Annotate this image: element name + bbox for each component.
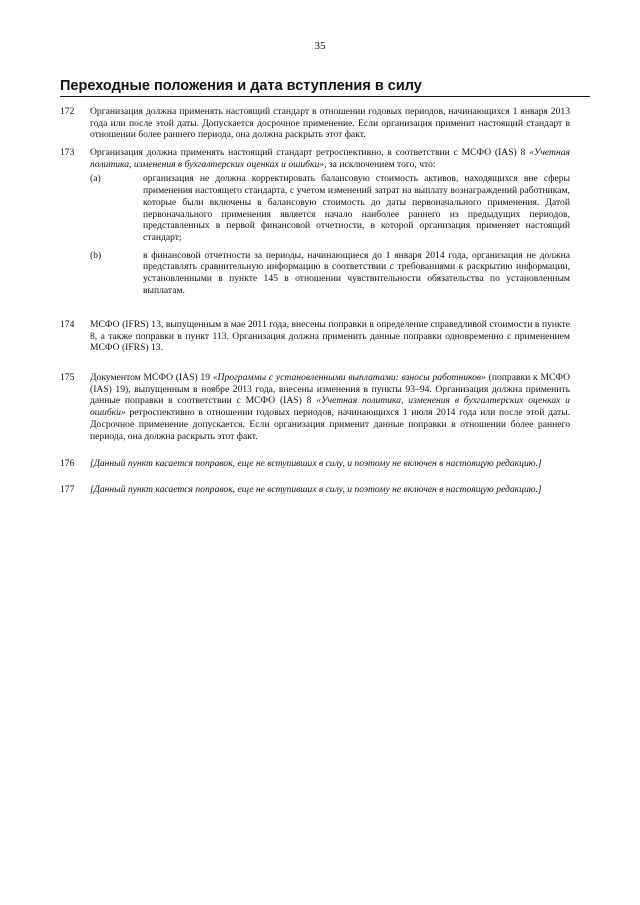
- paragraph-text-part: Документом МСФО (IAS) 19: [90, 372, 213, 383]
- paragraph-176: [60, 458, 570, 470]
- document-title-italic: «Учетная политика, изменения в бухгалтерских оценках и ошибки»: [90, 395, 570, 419]
- paragraph-number: 176: [60, 458, 75, 469]
- paragraph-number: 174: [60, 319, 75, 330]
- paragraph-text: [90, 372, 570, 442]
- paragraph-number: 177: [60, 484, 75, 495]
- subitem-a: [90, 173, 570, 243]
- paragraph-text: Организация должна применять настоящий стандарт в отношении годовых периодов, начинающихся 1 января 2013 года или после этой даты. Допускается досрочное применение. Если организация применит настоящий стандарт в отношении более раннего периода, она должна раскрыть этот факт.: [90, 106, 570, 141]
- paragraph-number: 172: [60, 106, 75, 117]
- paragraph-172: [60, 106, 570, 141]
- paragraph-number: 173: [60, 147, 75, 158]
- paragraph-text: МСФО (IFRS) 13, выпущенным в мае 2011 года, внесены поправки в определение справедливой стоимости в пункте 8, а также поправки в пункт 113. Организация должна применить данные поправки одновременно с применением МСФО (IFRS) 13.: [90, 319, 570, 354]
- document-title-italic: «Учетная политика, изменения в бухгалтерских оценках и ошибки»: [90, 147, 570, 170]
- document-title-italic: «Программы с установленными выплатами: взносы работников»: [212, 372, 486, 383]
- paragraph-text: [90, 147, 570, 296]
- paragraph-text-part: Организация должна применять настоящий стандарт ретроспективно, в соответствии с МСФО (IAS) 8: [90, 147, 530, 158]
- subitem-text: организация не должна корректировать балансовую стоимость активов, находящихся вне сферы применения настоящего стандарта, с учетом изменений затрат на выплату вознаграждений работникам, которые были включены в балансовую стоимость до даты первоначального применения. Датой первоначального применения является начало наиболее раннего из предыдущих периодов, представленных в первой финансовой отчетности, в которой организация применяет настоящий стандарт;: [143, 173, 570, 243]
- section-heading: Переходные положения и дата вступления в силу: [60, 78, 590, 97]
- paragraph-text: [Данный пункт касается поправок, еще не вступивших в силу, и поэтому не включен в настоящую редакцию.]: [90, 458, 542, 469]
- subitem-text: в финансовой отчетности за периоды, начинающиеся до 1 января 2014 года, организация не должна представлять сравнительную информацию в соответствии с требованиями к раскрытию информации, установленными в пункте 145 в отношении чувствительности обязательства по установленным выплатам.: [143, 249, 570, 296]
- page-number: 35: [314, 40, 326, 52]
- paragraph-174: [60, 319, 570, 354]
- paragraph-number: 175: [60, 372, 75, 383]
- paragraph-177: [60, 484, 570, 496]
- paragraph-175: [60, 372, 570, 442]
- paragraph-text-part: (поправки к МСФО (IAS) 19), выпущенным в ноябре 2013 года, внесены изменения в пункты 93–94. Организация должна применить данные поправки в соответствии с МСФО (IAS) 8: [90, 372, 571, 407]
- paragraph-text: [Данный пункт касается поправок, еще не вступивших в силу, и поэтому не включен в настоящую редакцию.]: [90, 484, 542, 495]
- subitem-label: (b): [90, 249, 102, 261]
- paragraph-173: [60, 147, 570, 296]
- subitem-b: [90, 250, 570, 297]
- subitem-label: (a): [90, 173, 101, 185]
- paragraph-text-part: , за исключением того, что:: [324, 158, 436, 170]
- paragraph-text-part: ретроспективно в отношении годовых периодов, начинающихся 1 июля 2014 года или после этой даты. Досрочное применение допускается. Если организация применит данные поправки в отношении более раннего периода, она должна раскрыть этот факт.: [90, 407, 570, 442]
